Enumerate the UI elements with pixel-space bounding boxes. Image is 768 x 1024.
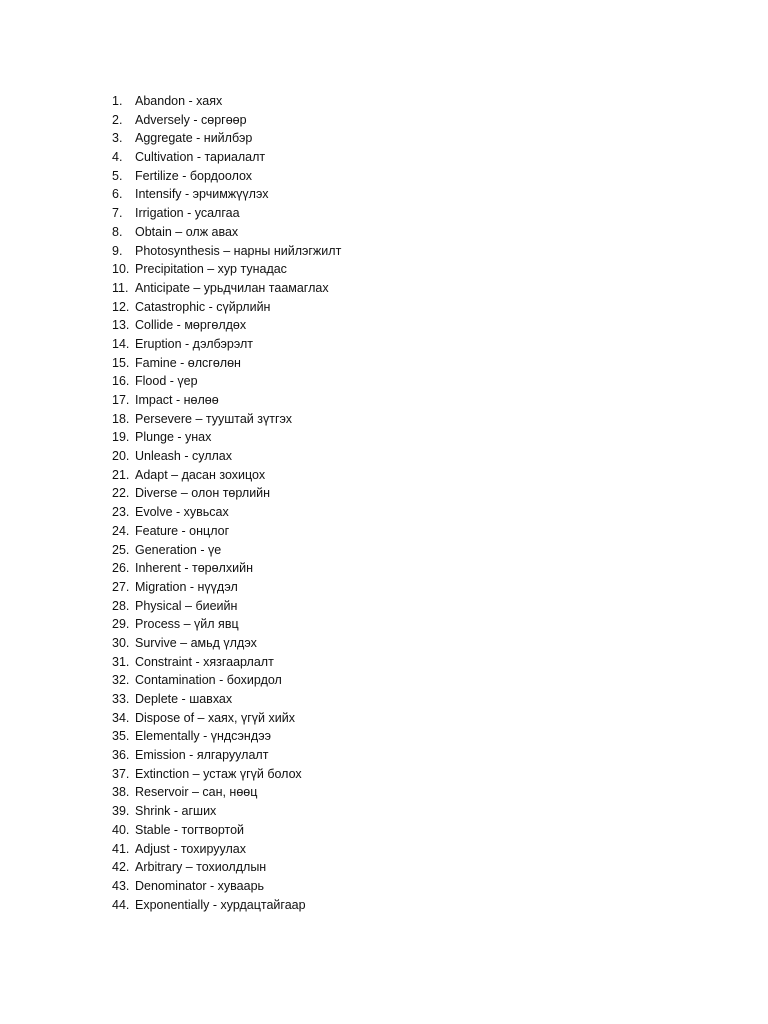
- list-item: [112, 484, 341, 503]
- list-item-number: 32.: [112, 673, 130, 688]
- list-item-number: 30.: [112, 635, 130, 650]
- list-item-text: Obtain – олж авах: [135, 224, 239, 239]
- list-item-text: Shrink - агших: [135, 804, 217, 819]
- list-item-text: Unleash - суллах: [135, 449, 232, 464]
- list-item-text: Adapt – дасан зохицох: [135, 467, 266, 482]
- list-item-text: Famine - өлсгөлөн: [135, 355, 241, 370]
- list-item-number: 19.: [112, 430, 130, 445]
- list-item: [112, 298, 341, 317]
- list-item: [112, 597, 341, 616]
- list-item-number: 37.: [112, 766, 130, 781]
- list-item-text: Denominator - хуваарь: [135, 878, 265, 893]
- list-item-text: Irrigation - усалгаа: [135, 206, 240, 221]
- list-item: [112, 765, 341, 784]
- list-item-number: 39.: [112, 804, 130, 819]
- list-item: [112, 896, 341, 915]
- list-item-number: 6.: [112, 187, 123, 202]
- list-item-text: Diverse – олон төрлийн: [135, 486, 271, 501]
- list-item: [112, 727, 341, 746]
- list-item-text: Aggregate - нийлбэр: [135, 131, 253, 146]
- list-item: [112, 316, 341, 335]
- list-item: [112, 129, 341, 148]
- list-item-number: 9.: [112, 243, 123, 258]
- list-item-text: Constraint - хязгаарлалт: [135, 654, 274, 669]
- list-item-text: Dispose of – хаях, үгүй хийх: [135, 710, 295, 725]
- list-item-number: 34.: [112, 710, 130, 725]
- list-item-text: Exponentially - хурдацтайгаар: [135, 897, 306, 912]
- list-item: [112, 690, 341, 709]
- list-item-text: Extinction – устаж үгүй болох: [135, 766, 302, 781]
- list-item-number: 29.: [112, 617, 130, 632]
- list-item-number: 10.: [112, 262, 130, 277]
- list-item: [112, 653, 341, 672]
- list-item: [112, 541, 341, 560]
- list-item-text: Stable - тогтвортой: [135, 822, 245, 837]
- list-item: [112, 877, 341, 896]
- list-item: [112, 204, 341, 223]
- list-item: [112, 466, 341, 485]
- list-item-text: Survive – амьд үлдэх: [135, 635, 257, 650]
- list-item-text: Impact - нөлөө: [135, 393, 219, 407]
- list-item: [112, 167, 341, 186]
- list-item: [112, 447, 341, 466]
- list-item: [112, 503, 341, 522]
- list-item: [112, 783, 341, 802]
- list-item: [112, 242, 341, 261]
- list-item: [112, 821, 341, 840]
- list-item-number: 5.: [112, 168, 123, 183]
- list-item-number: 27.: [112, 579, 130, 594]
- list-item-number: 17.: [112, 393, 130, 407]
- list-item: [112, 858, 341, 877]
- list-item-number: 18.: [112, 411, 130, 426]
- list-item-text: Eruption - дэлбэрэлт: [135, 336, 253, 351]
- list-item-number: 15.: [112, 355, 130, 370]
- list-item: [112, 802, 341, 821]
- list-item-text: Adversely - сөргөөр: [135, 112, 247, 127]
- list-item-number: 8.: [112, 224, 123, 239]
- list-item: [112, 111, 341, 130]
- list-item-text: Reservoir – сан, нөөц: [135, 785, 258, 800]
- list-item-number: 24.: [112, 523, 130, 538]
- list-item: [112, 260, 341, 279]
- list-item-number: 42.: [112, 860, 130, 875]
- list-item-text: Feature - онцлог: [135, 523, 230, 538]
- list-item: [112, 92, 341, 111]
- list-item-text: Emission - ялгаруулалт: [135, 748, 269, 763]
- list-item: [112, 279, 341, 298]
- list-item-text: Process – үйл явц: [135, 617, 239, 632]
- list-item-number: 41.: [112, 841, 130, 856]
- list-item-text: Flood - үер: [135, 374, 198, 389]
- list-item-number: 25.: [112, 542, 130, 557]
- list-item-number: 33.: [112, 692, 130, 706]
- list-item-number: 35.: [112, 729, 130, 744]
- list-item-number: 11.: [112, 280, 129, 295]
- list-item: [112, 335, 341, 354]
- list-item-text: Plunge - унах: [135, 430, 212, 445]
- list-item-text: Photosynthesis – нарны нийлэгжилт: [135, 243, 342, 258]
- list-item-text: Persevere – тууштай зүтгэх: [135, 411, 293, 426]
- list-item: [112, 746, 341, 765]
- list-item: [112, 840, 341, 859]
- vocabulary-list: [112, 92, 341, 914]
- list-item: [112, 615, 341, 634]
- list-item-number: 23.: [112, 505, 130, 520]
- list-item-number: 20.: [112, 449, 130, 464]
- list-item-text: Contamination - бохирдол: [135, 673, 282, 688]
- list-item-number: 21.: [112, 467, 130, 482]
- list-item-text: Elementally - үндсэндээ: [135, 729, 272, 744]
- list-item-text: Migration - нүүдэл: [135, 579, 238, 594]
- list-item-number: 4.: [112, 150, 123, 165]
- list-item-text: Fertilize - бордоолох: [135, 168, 253, 183]
- list-item-number: 40.: [112, 822, 130, 837]
- list-item: [112, 410, 341, 429]
- list-item-number: 28.: [112, 598, 130, 613]
- list-item-number: 31.: [112, 654, 130, 669]
- list-item-number: 44.: [112, 897, 130, 912]
- list-item-text: Adjust - тохируулах: [135, 841, 247, 856]
- list-item: [112, 185, 341, 204]
- list-item-text: Anticipate – урьдчилан таамаглах: [135, 280, 329, 295]
- list-item-number: 12.: [112, 299, 130, 314]
- list-item-text: Precipitation – хур тунадас: [135, 262, 287, 277]
- list-item-number: 14.: [112, 336, 130, 351]
- list-item-text: Physical – биеийн: [135, 598, 238, 613]
- list-item-text: Inherent - төрөлхийн: [135, 561, 253, 576]
- list-item-number: 2.: [112, 112, 123, 127]
- list-item-text: Catastrophic - сүйрлийн: [135, 299, 271, 314]
- list-item-number: 36.: [112, 748, 130, 763]
- list-item-text: Evolve - хувьсах: [135, 505, 229, 520]
- list-item: [112, 428, 341, 447]
- list-item-text: Deplete - шавхах: [135, 692, 233, 706]
- list-item-text: Abandon - хаях: [135, 94, 223, 108]
- list-item: [112, 634, 341, 653]
- list-item-number: 22.: [112, 486, 130, 501]
- list-item-number: 13.: [112, 318, 130, 333]
- list-item: [112, 578, 341, 597]
- list-item-number: 16.: [112, 374, 130, 389]
- list-item-text: Arbitrary – тохиолдлын: [135, 860, 267, 875]
- list-item-number: 26.: [112, 561, 130, 576]
- list-item-number: 43.: [112, 878, 130, 893]
- list-item: [112, 391, 341, 410]
- list-item-number: 7.: [112, 206, 123, 221]
- list-item: [112, 522, 341, 541]
- list-item-text: Collide - мөргөлдөх: [135, 318, 247, 333]
- list-item-text: Cultivation - тариалалт: [135, 150, 266, 165]
- list-item: [112, 559, 341, 578]
- list-item: [112, 354, 341, 373]
- list-item: [112, 671, 341, 690]
- list-item: [112, 223, 341, 242]
- list-item-text: Intensify - эрчимжүүлэх: [135, 187, 269, 202]
- list-item: [112, 709, 341, 728]
- list-item-text: Generation - үе: [135, 542, 222, 557]
- list-item: [112, 148, 341, 167]
- list-item-number: 1.: [112, 94, 123, 108]
- list-item-number: 38.: [112, 785, 130, 800]
- list-item-number: 3.: [112, 131, 123, 146]
- list-item: [112, 372, 341, 391]
